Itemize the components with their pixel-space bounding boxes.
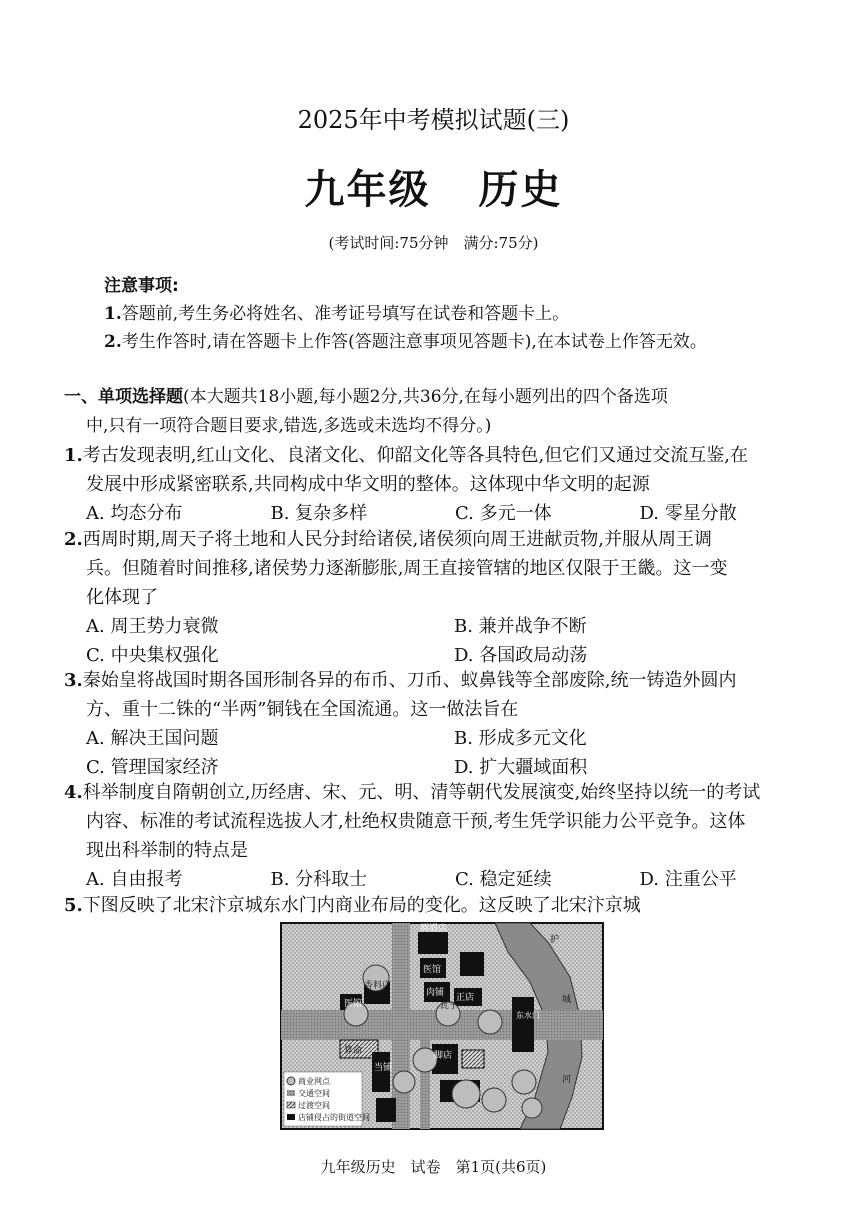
city-map-figure bbox=[280, 922, 604, 1130]
commercial-point bbox=[393, 1071, 415, 1093]
gate-building bbox=[512, 997, 534, 1052]
option-d: D. 各国政局动荡 bbox=[454, 645, 588, 666]
section-header bbox=[64, 383, 824, 441]
map-label: 肉铺 bbox=[426, 988, 445, 998]
options bbox=[64, 865, 824, 894]
building bbox=[418, 932, 448, 954]
options bbox=[64, 612, 824, 670]
option-b: B. 复杂多样 bbox=[270, 503, 368, 524]
commercial-point bbox=[512, 1070, 536, 1094]
exam-info: (考试时间:75分钟 满分:75分) bbox=[328, 234, 539, 252]
option-d: D. 扩大疆域面积 bbox=[454, 757, 588, 778]
option-c: C. 稳定延续 bbox=[455, 869, 552, 890]
option-d: D. 零星分散 bbox=[639, 503, 737, 524]
option-b: B. 兼并战争不断 bbox=[454, 616, 587, 637]
note-item: 1.答题前,考生务必将姓名、准考证号填写在试卷和答题卡上。 bbox=[104, 304, 570, 324]
commercial-point bbox=[478, 1010, 502, 1034]
subject-label: 历史 bbox=[478, 166, 563, 213]
map-legend bbox=[284, 1072, 370, 1126]
section-desc-cont: 中,只有一项符合题目要求,错选,多选或未选均不得分。) bbox=[86, 416, 492, 436]
question-4: 4.科举制度自隋朝创立,历经唐、宋、元、明、清等朝代发展演变,始终坚持以统一的考试 内容、标准的考试流程选拔人才,杜绝权贵随意干预,考生凭学识能力公平竞争。这体 现出科举制的特点是 A. 自由报考 B. 分科取士 C. 稳定延续 D. 注重公平 bbox=[64, 778, 824, 894]
legend-item: 商业网点 bbox=[298, 1077, 330, 1086]
option-c: C. 多元一体 bbox=[455, 503, 552, 524]
option-c: C. 管理国家经济 bbox=[86, 757, 219, 778]
map-label: 算命 bbox=[344, 1046, 363, 1056]
river-label: 河 bbox=[562, 1075, 572, 1085]
section-desc: (本大题共18小题,每小题2分,共36分,在每小题列出的四个备选项 bbox=[183, 387, 668, 407]
notes-title: 注意事项: bbox=[104, 276, 179, 296]
options bbox=[64, 724, 824, 782]
option-b: B. 形成多元文化 bbox=[454, 728, 587, 749]
map-label: 医馆 bbox=[423, 965, 442, 975]
question-3: 3.秦始皇将战国时期各国形制各异的布币、刀币、蚁鼻钱等全部废除,统一铸造外圆内 方、重十二铢的“半两”铜钱在全国流通。这一做法旨在 A. 解决王国问题 B. 形成多元文化 C. 管理国家经济 D. 扩大疆域面积 bbox=[64, 666, 824, 782]
map-label: 瓦子 bbox=[440, 1001, 459, 1011]
notes-block bbox=[104, 272, 824, 356]
map-label: 脚店 bbox=[434, 1051, 453, 1061]
legend-item: 过渡空间 bbox=[298, 1101, 330, 1110]
option-b: B. 分科取士 bbox=[270, 869, 368, 890]
building bbox=[376, 1098, 396, 1122]
section-title: 一、单项选择题 bbox=[64, 387, 183, 407]
page-footer: 九年级历史 试卷 第1页(共6页) bbox=[320, 1158, 547, 1176]
commercial-point bbox=[482, 1088, 506, 1112]
building bbox=[462, 1050, 484, 1068]
option-a: A. 均态分布 bbox=[86, 503, 183, 524]
option-d: D. 注重公平 bbox=[639, 869, 737, 890]
option-a: A. 自由报考 bbox=[86, 869, 183, 890]
river-label: 护 bbox=[550, 935, 560, 945]
building bbox=[460, 952, 484, 976]
grade-label: 九年级 bbox=[304, 166, 431, 213]
options bbox=[64, 499, 824, 528]
map-label: 绸缎店 bbox=[420, 924, 448, 934]
legend-item: 店铺侵占的街道空间 bbox=[298, 1113, 370, 1122]
option-c: C. 中央集权强化 bbox=[86, 645, 219, 666]
option-a: A. 解决王国问题 bbox=[86, 728, 219, 749]
map-label: 医馆 bbox=[344, 999, 363, 1009]
question-2: 2.西周时期,周天子将土地和人民分封给诸侯,诸侯须向周王进献贡物,并服从周王调 兵。但随着时间推移,诸侯势力逐渐膨胀,周王直接管辖的地区仅限于王畿。这一变 化体现了 A. 周王势力衰微 B. 兼并战争不断 C. 中央集权强化 D. 各国政局动荡 bbox=[64, 525, 824, 670]
gate-label: 东水门 bbox=[516, 1011, 540, 1020]
question-1: 1.考古发现表明,红山文化、良渚文化、仰韶文化等各具特色,但它们又通过交流互鉴,在 发展中形成紧密联系,共同构成中华文明的整体。这体现中华文明的起源 A. 均态分布 B. 复杂多样 C. 多元一体 D. 零星分散 bbox=[64, 441, 824, 528]
commercial-point bbox=[522, 1098, 542, 1118]
map-label: 当铺 bbox=[374, 1063, 393, 1073]
commercial-point bbox=[452, 1080, 480, 1108]
river-label: 城 bbox=[562, 995, 572, 1005]
option-a: A. 周王势力衰微 bbox=[86, 616, 219, 637]
note-item: 2.考生作答时,请在答题卡上作答(答题注意事项见答题卡),在本试卷上作答无效。 bbox=[104, 332, 707, 352]
map-label: 香料店 bbox=[364, 981, 392, 991]
legend-item: 交通空间 bbox=[298, 1089, 330, 1098]
subject-title bbox=[0, 158, 867, 215]
map-label: 正店 bbox=[456, 993, 475, 1003]
question-5: 5.下图反映了北宋汴京城东水门内商业布局的变化。这反映了北宋汴京城 bbox=[64, 895, 641, 916]
exam-title: 2025年中考模拟试题(三) bbox=[297, 106, 570, 134]
